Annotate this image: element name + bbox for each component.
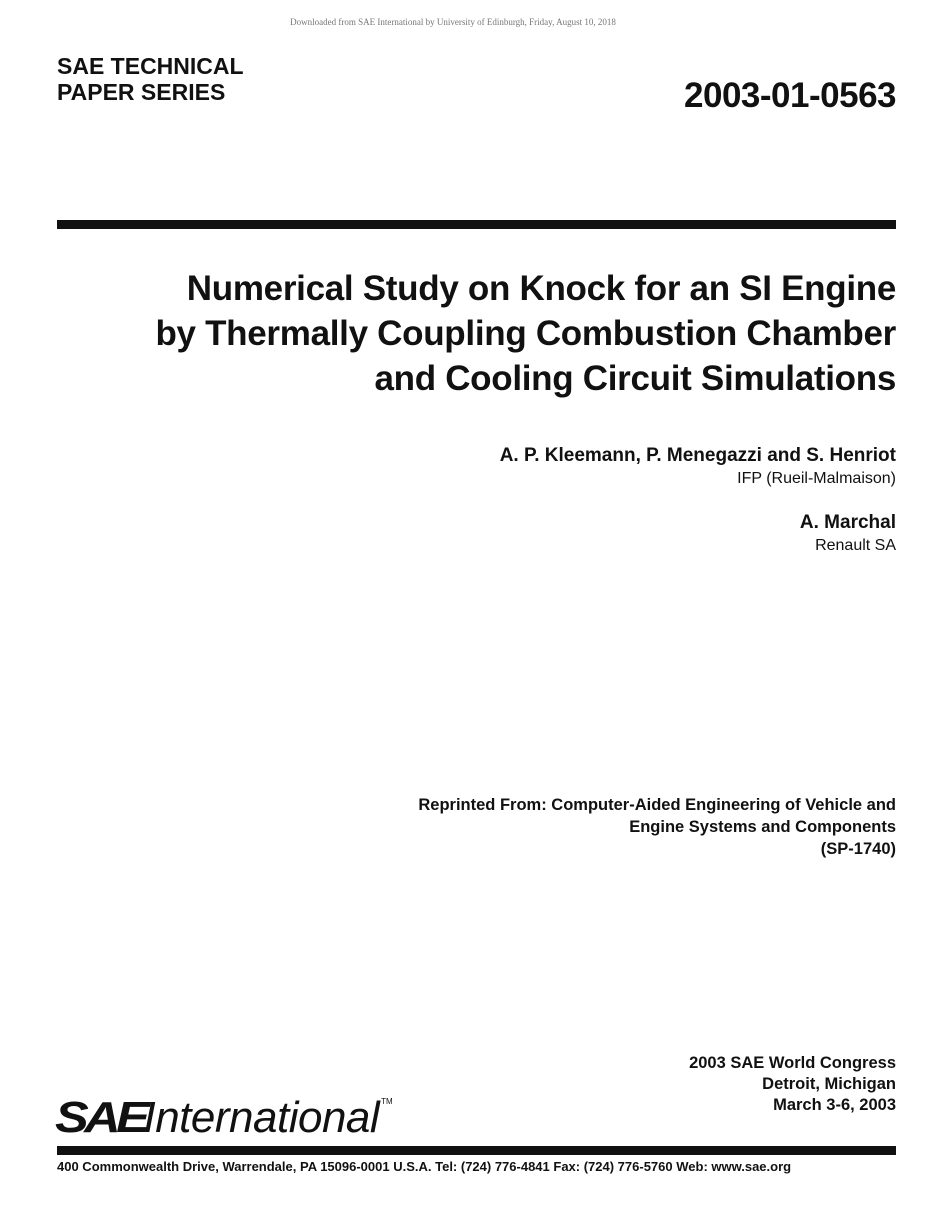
reprint-line-3: (SP-1740) xyxy=(820,840,896,858)
footer-contact: 400 Commonwealth Drive, Warrendale, PA 15096-0001 U.S.A. Tel: (724) 776-4841 Fax: (724) 776-5760 Web: www.sae.org xyxy=(57,1159,792,1174)
author-affiliation: IFP (Rueil-Malmaison) xyxy=(737,470,896,487)
sae-international-logo xyxy=(55,1093,393,1143)
author-names: A. P. Kleemann, P. Menegazzi and S. Henriot xyxy=(499,445,896,466)
congress-location: Detroit, Michigan xyxy=(762,1075,896,1093)
series-line-1: SAE TECHNICAL xyxy=(57,53,244,79)
logo-international-wordmark: International xyxy=(143,1093,380,1142)
title-line-1: Numerical Study on Knock for an SI Engine xyxy=(186,269,896,308)
author-group-2 xyxy=(800,511,896,557)
series-label xyxy=(57,53,244,105)
author-group-1 xyxy=(500,444,896,490)
paper-number: 2003-01-0563 xyxy=(684,76,896,115)
title-line-2: by Thermally Coupling Combustion Chamber xyxy=(155,314,896,353)
download-note: Downloaded from SAE International by University of Edinburgh, Friday, August 10, 2018 xyxy=(290,17,616,27)
reprint-line-1: Reprinted From: Computer-Aided Engineering of Vehicle and xyxy=(418,796,896,814)
series-line-2: PAPER SERIES xyxy=(57,79,226,105)
logo-sae-mark: SAE xyxy=(55,1093,146,1142)
paper-title xyxy=(76,266,896,401)
reprint-info xyxy=(418,794,896,860)
congress-info xyxy=(689,1053,896,1116)
congress-name: 2003 SAE World Congress xyxy=(689,1054,896,1072)
congress-dates: March 3-6, 2003 xyxy=(773,1096,896,1114)
bottom-divider xyxy=(57,1146,896,1155)
author-affiliation: Renault SA xyxy=(815,537,896,554)
title-line-3: and Cooling Circuit Simulations xyxy=(374,359,896,398)
top-divider xyxy=(57,220,896,229)
reprint-line-2: Engine Systems and Components xyxy=(629,818,896,836)
author-names: A. Marchal xyxy=(799,512,896,533)
logo-trademark: TM xyxy=(381,1097,393,1106)
